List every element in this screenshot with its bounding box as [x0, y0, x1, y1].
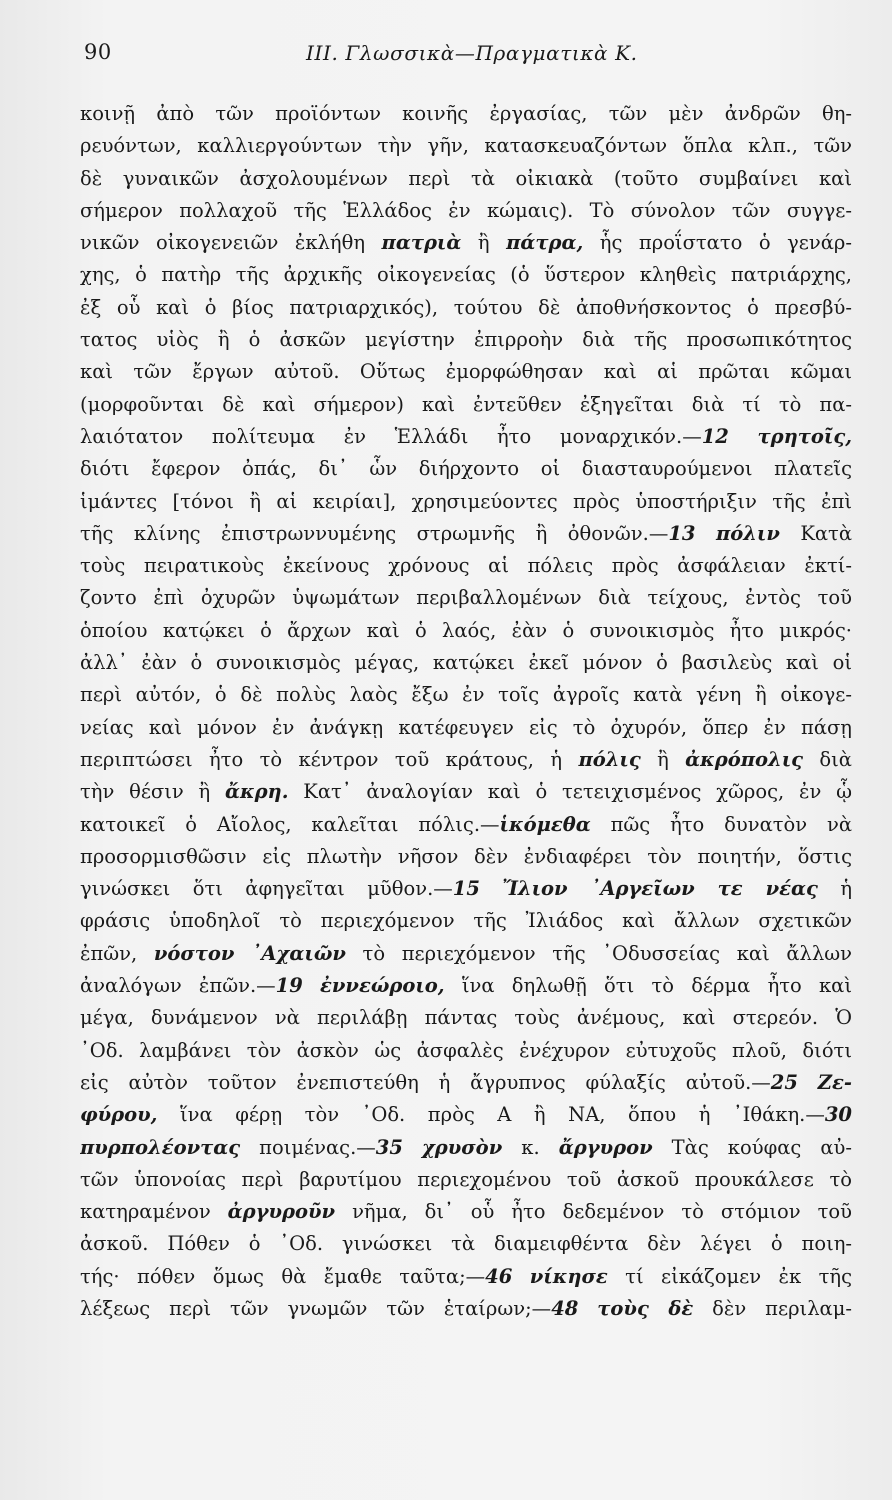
- text-run: (μορφοῦνται δὲ καὶ σήμερον) καὶ ἐντεῦθεν ἐξηγεῖται διὰ τί τὸ πα-: [80, 392, 852, 416]
- text-run: κατηραμένον: [80, 1200, 228, 1224]
- lemma-text: πάτρα,: [506, 231, 584, 255]
- text-run: ἡ: [817, 877, 852, 901]
- lemma-text: πόλιν: [715, 521, 780, 545]
- text-run: [729, 425, 758, 448]
- lemma-text: χρυσὸν: [421, 1135, 503, 1159]
- text-run: Κατ᾽ ἀναλογίαν καὶ ὁ τετειχισμένος χῶρος, ἐν ᾧ: [288, 780, 852, 804]
- text-line: [80, 776, 852, 808]
- running-head: III. Γλωσσικὰ—Πραγματικὰ Κ.: [306, 41, 638, 65]
- line-reference: 48: [551, 1296, 579, 1320]
- text-line: [80, 712, 852, 744]
- text-run: ἵνα φέρῃ τὸν ᾽Οδ. πρὸς Α ἢ ΝΑ, ὅπου ἡ ᾽Ιθάκη.—: [157, 1103, 825, 1127]
- lemma-text: νίκησε: [529, 1264, 608, 1288]
- text-line: [80, 518, 852, 550]
- text-run: ἐξ οὗ καὶ ὁ βίος πατριαρχικός), τούτου δὲ ἀποθνήσκοντος ὁ πρεσβύ-: [80, 295, 852, 319]
- text-line: [80, 1261, 852, 1293]
- text-line: [80, 453, 852, 485]
- text-line: [80, 615, 852, 647]
- page-header: [84, 40, 844, 76]
- lemma-text: ἀκρόπολις: [685, 747, 804, 771]
- text-run: τί εἰκάζομεν ἐκ τῆς: [607, 1264, 852, 1288]
- text-run: [512, 1265, 529, 1288]
- text-run: ἀλλ᾽ ἐὰν ὁ συνοικισμὸς μέγας, κατῴκει ἐκεῖ μόνον ὁ βασιλεὺς καὶ οἱ: [80, 651, 852, 675]
- text-line: [80, 1002, 852, 1034]
- text-line: [80, 905, 852, 937]
- text-line: [80, 1228, 852, 1260]
- lemma-text: τοὺς δὲ: [597, 1296, 694, 1320]
- text-run: τοὺς πειρατικοὺς ἐκείνους χρόνους αἱ πόλεις πρὸς ἀσφάλειαν ἐκτί-: [80, 554, 852, 578]
- text-run: σήμερον πολλαχοῦ τῆς Ἑλλάδος ἐν κώμαις). Τὸ σύνολον τῶν συγγε-: [80, 198, 852, 222]
- text-run: ζοντο ἐπὶ ὀχυρῶν ὑψωμάτων περιβαλλομένων διὰ τείχους, ἐντὸς τοῦ: [80, 586, 852, 610]
- text-run: διότι ἔφερον ὀπάς, δι᾽ ὧν διήρχοντο οἱ διασταυρούμενοι πλατεῖς: [80, 457, 852, 481]
- text-line: [80, 1132, 852, 1164]
- page-number: 90: [84, 40, 112, 64]
- text-run: τής· πόθεν ὅμως θὰ ἔμαθε ταῦτα;—: [80, 1264, 486, 1288]
- text-line: [80, 744, 852, 776]
- text-line: [80, 873, 852, 905]
- text-run: λέξεως περὶ τῶν γνωμῶν τῶν ἑταίρων;—: [80, 1296, 552, 1320]
- text-line: [80, 421, 852, 453]
- text-line: [80, 679, 852, 711]
- text-line: [80, 1293, 852, 1325]
- text-run: μέγα, δυνάμενον νὰ περιλάβῃ πάντας τοὺς ἀνέμους, καὶ στερεόν. Ὁ: [80, 1006, 852, 1030]
- text-run: Κατὰ: [779, 521, 852, 545]
- text-run: Τὰς κούφας αὐ-: [652, 1135, 852, 1159]
- text-line: [80, 1164, 852, 1196]
- text-run: εἰς αὐτὸν τοῦτον ἐνεπιστεύθη ἡ ἄγρυπνος φύλαξίς αὐτοῦ.—: [80, 1070, 771, 1094]
- text-line: [80, 227, 852, 259]
- text-line: [80, 98, 852, 130]
- lemma-text: ἱκόμεθα: [499, 812, 591, 836]
- text-run: διὰ: [803, 747, 852, 771]
- text-line: [80, 582, 852, 614]
- text-run: κατοικεῖ ὁ Αἴολος, καλεῖται πόλις.—: [80, 812, 500, 836]
- text-line: [80, 324, 852, 356]
- text-run: τῆς κλίνης ἐπιστρωννυμένης στρωμνῆς ἢ ὀθονῶν.—: [80, 521, 669, 545]
- text-run: τατος υἱὸς ἢ ὁ ἀσκῶν μεγίστην ἐπιρροὴν διὰ τῆς προσωπικότητος: [80, 328, 852, 352]
- text-run: ᾽Οδ. λαμβάνει τὸν ἀσκὸν ὡς ἀσφαλὲς ἐνέχυρον εὐτυχοῦς πλοῦ, διότι: [80, 1038, 852, 1062]
- text-run: ἐπῶν,: [80, 941, 154, 965]
- text-line: [80, 130, 852, 162]
- line-reference: 13: [668, 521, 696, 545]
- line-reference: 35: [375, 1135, 403, 1159]
- text-line: [80, 292, 852, 324]
- text-line: [80, 195, 852, 227]
- text-run: [798, 1071, 818, 1094]
- text-run: ἵνα δηλωθῇ ὅτι τὸ δέρμα ἦτο καὶ: [444, 974, 852, 998]
- text-run: ἱμάντες [τόνοι ἢ αἱ κειρίαι], χρησιμεύοντες πρὸς ὑποστήριξιν τῆς ἐπὶ: [80, 489, 852, 513]
- text-run: [578, 1297, 597, 1320]
- lemma-text: νόστον ᾽Αχαιῶν: [153, 941, 346, 965]
- text-line: [80, 1196, 852, 1228]
- text-run: τῶν ὑπονοίας περὶ βαρυτίμου περιεχομένου τοῦ ἀσκοῦ προυκάλεσε τὸ: [80, 1167, 852, 1191]
- lemma-text: ἄκρη.: [224, 780, 289, 804]
- text-run: χης, ὁ πατὴρ τῆς ἀρχικῆς οἰκογενείας (ὁ ὕστερον κληθεὶς πατριάρχης,: [80, 263, 852, 287]
- text-run: περὶ αὐτόν, ὁ δὲ πολὺς λαὸς ἔξω ἐν τοῖς ἀγροῖς κατὰ γένη ἢ οἰκογε-: [80, 683, 852, 707]
- text-run: κοινῇ ἀπὸ τῶν προϊόντων κοινῆς ἐργασίας, τῶν μὲν ἀνδρῶν θη-: [80, 102, 852, 125]
- text-run: ρευόντων, καλλιεργούντων τὴν γῆν, κατασκευαζόντων ὅπλα κλπ., τῶν: [80, 134, 852, 158]
- text-run: δὲν περιλαμ-: [693, 1296, 852, 1320]
- text-run: νικῶν οἰκογενειῶν ἐκλήθη: [80, 231, 382, 255]
- text-run: [695, 522, 715, 545]
- text-run: φράσις ὑποδηλοῖ τὸ περιεχόμενον τῆς Ἰλιάδος καὶ ἄλλων σχετικῶν: [80, 909, 852, 933]
- text-run: ἧς προΐστατο ὁ γενάρ-: [583, 231, 852, 255]
- text-run: ποιμένας.—: [240, 1135, 376, 1159]
- lemma-text: πατριὰ: [381, 231, 462, 255]
- text-line: [80, 938, 852, 970]
- line-reference: 12: [701, 424, 729, 448]
- text-run: περιπτώσει ἦτο τὸ κέντρον τοῦ κράτους, ἡ: [80, 747, 579, 771]
- text-line: [80, 163, 852, 195]
- text-line: [80, 1099, 852, 1131]
- text-line: [80, 809, 852, 841]
- text-run: ἢ: [461, 231, 507, 255]
- lemma-text: ἄργυρον: [558, 1135, 653, 1159]
- text-run: καὶ τῶν ἔργων αὐτοῦ. Οὕτως ἐμορφώθησαν καὶ αἱ πρῶται κῶμαι: [80, 360, 852, 384]
- lemma-text: Ζε-: [817, 1070, 852, 1094]
- text-line: [80, 550, 852, 582]
- text-run: νῆμα, δι᾽ οὗ ἦτο δεδεμένον τὸ στόμιον τοῦ: [335, 1200, 852, 1224]
- text-run: ἀσκοῦ. Πόθεν ὁ ᾽Οδ. γινώσκει τὰ διαμειφθέντα δὲν λέγει ὁ ποιη-: [80, 1232, 852, 1256]
- lemma-text: πόλις: [578, 747, 641, 771]
- text-run: γινώσκει ὅτι ἀφηγεῖται μῦθον.—: [80, 877, 453, 901]
- lemma-text: ἀργυροῦν: [227, 1200, 336, 1224]
- text-run: [303, 974, 320, 997]
- text-run: ὁποίου κατῴκει ὁ ἄρχων καὶ ὁ λαός, ἐὰν ὁ συνοικισμὸς ἦτο μικρός·: [80, 618, 852, 642]
- lemma-text: φύρου,: [80, 1103, 158, 1127]
- line-reference: 19: [275, 974, 303, 998]
- commentary-text: [80, 98, 852, 1325]
- lemma-text: πυρπολέοντας: [80, 1135, 241, 1159]
- line-reference: 30: [824, 1103, 852, 1127]
- line-reference: 15: [452, 877, 480, 901]
- text-run: δὲ γυναικῶν ἀσχολουμένων περὶ τὰ οἰκιακὰ (τοῦτο συμβαίνει καὶ: [80, 166, 852, 190]
- line-reference: 46: [485, 1264, 513, 1288]
- text-run: τὴν θέσιν ἢ: [80, 780, 225, 804]
- text-line: [80, 1035, 852, 1067]
- text-line: [80, 389, 852, 421]
- lemma-text: Ἴλιον ᾽Αργεῖων τε νέας: [502, 877, 818, 901]
- text-run: πῶς ἦτο δυνατὸν νὰ: [590, 812, 852, 836]
- text-line: [80, 970, 852, 1002]
- text-line: [80, 259, 852, 291]
- text-line: [80, 1067, 852, 1099]
- text-run: [403, 1136, 422, 1159]
- text-run: κ.: [502, 1135, 559, 1159]
- text-run: νείας καὶ μόνον ἐν ἀνάγκῃ κατέφευγεν εἰς τὸ ὀχυρόν, ὅπερ ἐν πάσῃ: [80, 715, 852, 739]
- text-line: [80, 841, 852, 873]
- text-line: [80, 486, 852, 518]
- text-run: λαιότατον πολίτευμα ἐν Ἑλλάδι ἦτο μοναρχικόν.—: [80, 424, 702, 448]
- text-line: [80, 356, 852, 388]
- text-line: [80, 647, 852, 679]
- text-run: [480, 877, 502, 900]
- text-run: ἢ: [640, 747, 686, 771]
- text-run: τὸ περιεχόμενον τῆς ᾽Οδυσσείας καὶ ἄλλων: [345, 941, 852, 965]
- lemma-text: ἐννεώροιο,: [320, 974, 445, 998]
- text-run: προσορμισθῶσιν εἰς πλωτὴν νῆσον δὲν ἐνδιαφέρει τὸν ποιητήν, ὅστις: [80, 844, 852, 868]
- text-run: ἀναλόγων ἐπῶν.—: [80, 974, 276, 998]
- line-reference: 25: [770, 1070, 798, 1094]
- lemma-text: τρητοῖς,: [757, 424, 852, 448]
